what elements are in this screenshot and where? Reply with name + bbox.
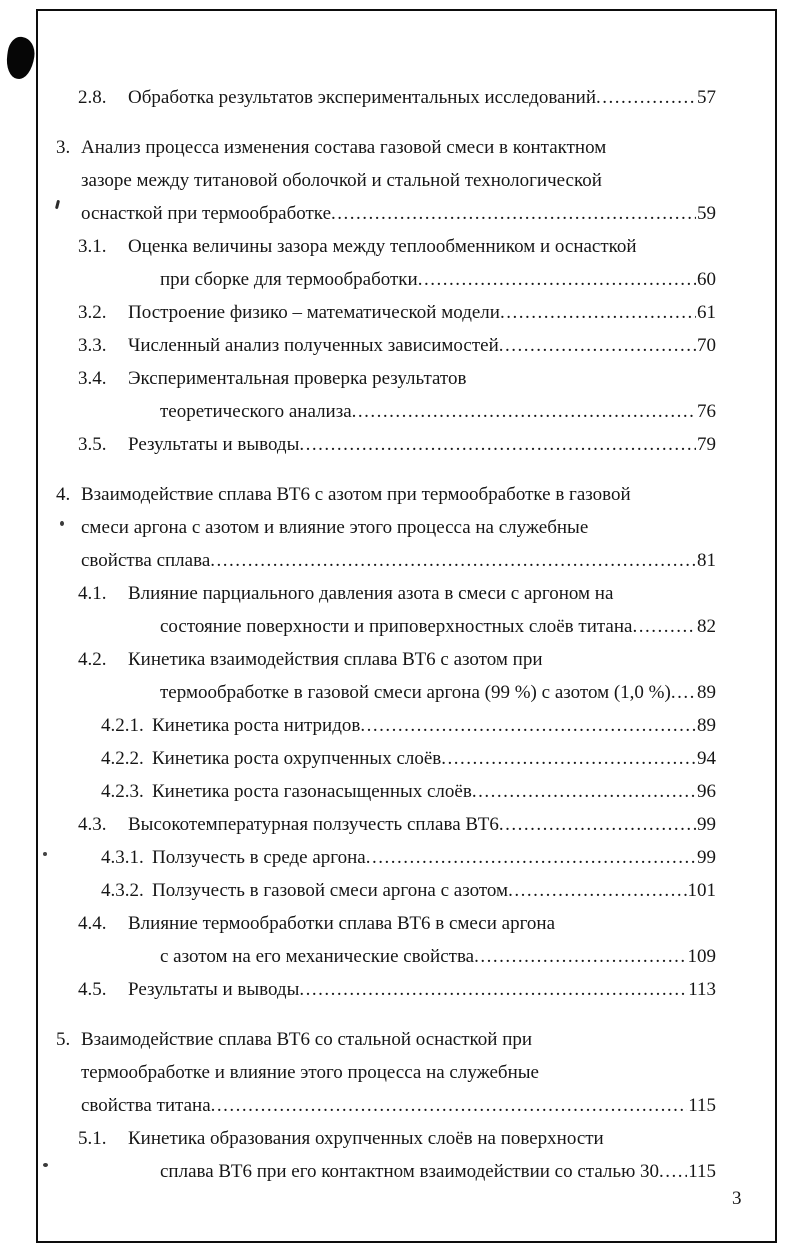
toc-entry-2-8 [56,81,716,114]
toc-entry-text: теоретического анализа [160,401,352,422]
toc-entry-4-2 [56,643,716,709]
toc-entry-page: 113 [688,979,716,1000]
toc-entry-text: Взаимодействие сплава ВТ6 с азотом при термообработке в газовой [81,484,631,505]
toc-entry-number: 4.2. [78,649,107,670]
toc-entry-page: 99 [697,814,716,835]
toc-entry-line [56,808,716,841]
toc-entry-text: термообработке в газовой смеси аргона (99 %) с азотом (1,0 %) [160,682,671,703]
toc-entry-text: Численный анализ полученных зависимостей [128,335,499,356]
toc-entry-page: 101 [687,880,716,901]
toc-entry-page: 99 [697,847,716,868]
toc-entry-line [56,940,716,973]
toc-entry-page: 59 [697,203,716,224]
toc-entry-text: Кинетика взаимодействия сплава ВТ6 с азотом при [128,649,543,670]
toc-entry-line [56,841,716,874]
toc-entry-number: 4.5. [78,979,107,1000]
toc-entry-text: термообработке и влияние этого процесса на служебные [81,1062,539,1083]
dot-leader [299,428,696,461]
toc-entry-number: 3.4. [78,368,107,389]
toc-entry-3-4 [56,362,716,428]
toc-entry-line [56,544,716,577]
toc-entry-4-1 [56,577,716,643]
toc-entry-page: 109 [687,946,716,967]
toc-entry-text: Высокотемпературная ползучесть сплава ВТ6 [128,814,499,835]
toc-entry-3-1 [56,230,716,296]
toc-entry-line [56,709,716,742]
toc-entry-text: Результаты и выводы [128,979,300,1000]
toc-entry-number: 3. [56,137,71,158]
toc-entry-number: 3.3. [78,335,107,356]
dot-leader [299,973,687,1006]
toc-entry-page: 82 [697,616,716,637]
toc-entry-page: 70 [697,335,716,356]
dot-leader [659,1155,687,1188]
toc-entry-number: 4.3. [78,814,107,835]
toc-entry-number: 3.2. [78,302,107,323]
dot-leader [632,610,696,643]
toc-entry-text: с азотом на его механические свойства [160,946,475,967]
dot-leader [472,775,696,808]
toc-entry-page: 79 [697,434,716,455]
toc-entry-3-2 [56,296,716,329]
toc-entry-number: 4.1. [78,583,107,604]
toc-entry-page: 94 [697,748,716,769]
toc-entry-line [56,610,716,643]
dot-leader [331,197,696,230]
toc-entry-3 [56,131,716,230]
toc-entry-page: 61 [697,302,716,323]
toc-entry-line [56,643,716,676]
dot-leader [360,709,696,742]
dot-leader [210,544,696,577]
dot-leader [500,296,696,329]
toc-entry-4-4 [56,907,716,973]
toc-entry-number: 5.1. [78,1128,107,1149]
toc-entry-line [56,1089,716,1122]
toc-entry-4-5 [56,973,716,1006]
toc-entry-line [56,362,716,395]
toc-entry-text: Влияние парциального давления азота в смеси с аргоном на [128,583,614,604]
toc-entry-text: Кинетика роста нитридов [152,715,361,736]
toc-entry-line [56,907,716,940]
toc-entry-text: зазоре между титановой оболочкой и стальной технологической [81,170,602,191]
toc-entry-text: Кинетика роста газонасыщенных слоёв [152,781,472,802]
toc-entry-page: 115 [688,1161,716,1182]
toc-entry-text: Построение физико – математической модели [128,302,500,323]
toc-entry-4-2-1 [56,709,716,742]
toc-entry-3-3 [56,329,716,362]
toc-entry-4-3-2 [56,874,716,907]
toc-entry-line [56,296,716,329]
toc-entry-line [56,1056,716,1089]
dot-leader [474,940,686,973]
toc-entry-4 [56,478,716,577]
toc-entry-5 [56,1023,716,1122]
toc-entry-text: Влияние термообработки сплава ВТ6 в смеси аргона [128,913,556,934]
toc-entry-text: Оценка величины зазора между теплообменником и оснасткой [128,236,637,257]
toc-entry-text: оснасткой при термообработке [81,203,331,224]
toc-entry-line [56,577,716,610]
toc-entry-line [56,230,716,263]
toc-entry-line [56,428,716,461]
toc-entry-line [56,81,716,114]
toc-entry-line [56,676,716,709]
toc-entry-text: свойства титана [81,1095,211,1116]
toc-entry-page: 81 [697,550,716,571]
toc-entry-number: 4.2.3. [101,781,144,802]
toc-entry-number: 4.2.2. [101,748,144,769]
toc-entry-text: Ползучесть в среде аргона [152,847,366,868]
toc-entry-line [56,1122,716,1155]
toc-entry-line [56,775,716,808]
page-number: 3 [732,1188,742,1209]
toc-entry-line [56,395,716,428]
toc-entry-line [56,329,716,362]
toc-entry-text: Обработка результатов экспериментальных исследований [128,87,597,108]
toc-entry-number: 3.1. [78,236,107,257]
toc-entry-text: Кинетика роста охрупченных слоёв [152,748,442,769]
dot-leader [418,263,696,296]
dot-leader [508,874,686,907]
toc-entry-number: 4.3.1. [101,847,144,868]
toc-entry-line [56,511,716,544]
toc-entry-line [56,874,716,907]
toc-entry-number: 4.3.2. [101,880,144,901]
toc-entry-number: 4. [56,484,71,505]
toc-entry-line [56,131,716,164]
toc-entry-page: 115 [688,1095,716,1116]
toc-entry-text: Анализ процесса изменения состава газовой смеси в контактном [81,137,607,158]
toc-entry-page: 60 [697,269,716,290]
toc-entry-line [56,478,716,511]
dot-leader [596,81,696,114]
toc-entry-text: смеси аргона с азотом и влияние этого процесса на служебные [81,517,589,538]
toc-entry-5-1 [56,1122,716,1188]
toc-entry-text: Кинетика образования охрупченных слоёв на поверхности [128,1128,604,1149]
toc-entry-text: свойства сплава [81,550,211,571]
toc-entry-page: 76 [697,401,716,422]
toc-entry-text: при сборке для термообработки [160,269,418,290]
toc-entry-4-3-1 [56,841,716,874]
toc-entry-page: 89 [697,682,716,703]
dot-leader [352,395,696,428]
toc-entry-text: состояние поверхности и приповерхностных слоёв титана [160,616,633,637]
toc-entry-page: 96 [697,781,716,802]
dot-leader [499,329,696,362]
scan-artifact [43,1163,48,1167]
toc-entry-number: 4.4. [78,913,107,934]
toc-entry-line [56,742,716,775]
dot-leader [441,742,696,775]
toc-entry-text: сплава ВТ6 при его контактном взаимодействии со сталью 30 [160,1161,660,1182]
dot-leader [366,841,696,874]
dot-leader [499,808,696,841]
toc-entry-text: Взаимодействие сплава ВТ6 со стальной оснасткой при [81,1029,533,1050]
toc-entry-3-5 [56,428,716,461]
toc-entry-line [56,164,716,197]
toc-entry-line [56,263,716,296]
toc-entry-number: 2.8. [78,87,107,108]
toc-entry-line [56,1155,716,1188]
toc-entry-line [56,1023,716,1056]
scan-artifact [43,852,47,856]
toc-entry-text: Ползучесть в газовой смеси аргона с азотом [152,880,509,901]
toc-entry-page: 89 [697,715,716,736]
toc-entry-page: 57 [697,87,716,108]
toc-entry-number: 4.2.1. [101,715,144,736]
toc-entry-4-2-3 [56,775,716,808]
dot-leader [671,676,696,709]
toc-entry-number: 3.5. [78,434,107,455]
toc-entry-line [56,973,716,1006]
toc-entry-line [56,197,716,230]
dot-leader [211,1089,688,1122]
toc-entry-4-2-2 [56,742,716,775]
toc-entry-text: Экспериментальная проверка результатов [128,368,467,389]
toc-list [56,81,716,1188]
toc-entry-text: Результаты и выводы [128,434,300,455]
scan-artifact [4,35,37,80]
toc-entry-number: 5. [56,1029,71,1050]
toc-entry-4-3 [56,808,716,841]
